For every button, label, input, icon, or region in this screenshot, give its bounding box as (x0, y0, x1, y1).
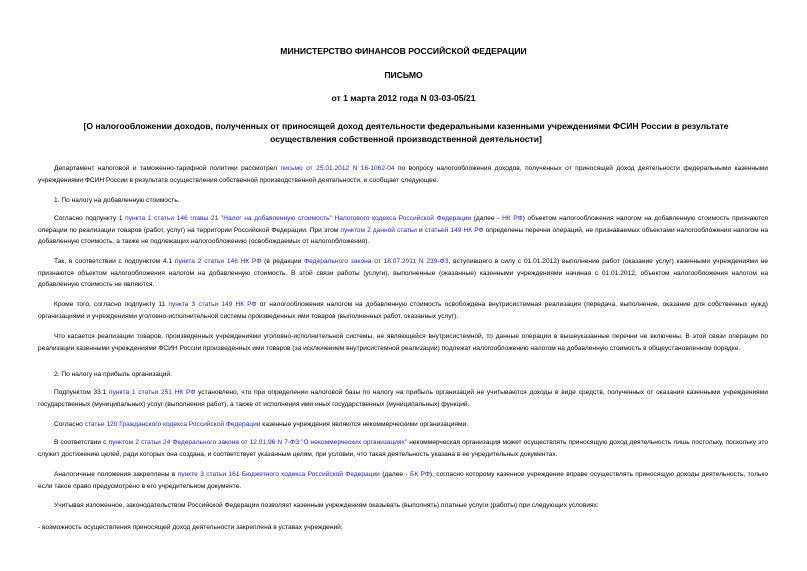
text: Учитывая изложенное, законодательством Российской Федерации позволяет казенным учреждениям оказывать (выполнять) платные услуги (работы) при следующих условиях: (54, 502, 599, 509)
paragraph-conclusion (38, 500, 768, 512)
text: Что касается реализации товаров, произведенных учреждениями уголовно-исполнительной системы, не являющейся внутрисистемной, то данные операции в вышеуказанные перечни не включены. В этой связи операции по реализации казенными учреждениями ФСИН России произведенных ими товаров (за исключением внутрисистемной реализации) подлежат налогообложению налогом на добавленную стоимость в общеустановленном порядке. (38, 333, 768, 352)
text: ) объектом налогообложения налогом на добавленную стоимость признаются операции по реализации товаров (работ, услуг) на территории Российской Федерации. При этом (38, 215, 769, 234)
paragraph-budget-code (38, 469, 768, 492)
paragraph-vat-kazennye (38, 256, 768, 291)
text: (в редакции (261, 258, 305, 265)
paragraph-profit-heading (38, 369, 768, 381)
paragraph-vat-object (38, 213, 768, 248)
article-149-link[interactable]: статьей 149 НК РФ (424, 226, 484, 234)
text: (далее - (379, 471, 410, 478)
text: 1. По налогу на добавленную стоимость. (54, 197, 180, 204)
paragraph-nko-law (38, 437, 768, 460)
text: и (416, 226, 425, 234)
text: В соответствии с (54, 439, 109, 446)
nk-rf-link[interactable]: НК РФ (502, 215, 523, 222)
article-149-clause-3-link[interactable]: пункта 3 статьи 149 НК РФ (168, 301, 257, 308)
text: некоммерческая организация может осуществлять приносящую доход деятельность лишь постольку, поскольку это служит достижению целей, ради которых она создана, и соответствует указанным целям, при условии, что такая деятельность указана в ее учредительных документах. (38, 439, 769, 458)
doc-type-heading: ПИСЬМО (384, 70, 423, 80)
text: Так, в соответствии с подпунктом 4.1 (54, 258, 175, 265)
paragraph-civil-code (38, 419, 768, 431)
article-251-link[interactable]: пункта 1 статьи 251 НК РФ (109, 389, 196, 396)
ministry-heading: МИНИСТЕРСТВО ФИНАНСОВ РОССИЙСКОЙ ФЕДЕРАЦИИ (280, 46, 527, 56)
bk-rf-link[interactable]: БК РФ (410, 471, 430, 478)
text: по вопросу налогообложения доходов, полученных от приносящей доход деятельности федеральными казенными учреждениями ФСИН России в результате осуществления собственной производственной деятельности, и сообщает следующее. (38, 165, 768, 184)
paragraph-intro (38, 163, 768, 186)
clause-2-link[interactable]: пунктом 2 данной статьи (340, 226, 417, 234)
budget-code-161-link[interactable]: пункте 3 статьи 161 Бюджетного кодекса Российской Федерации (177, 471, 380, 478)
text: от налогообложения налогом на добавленную стоимость освобождена внутрисистемная реализация (передача, выполнение, оказание для собственных нужд) организациями и учреждениями уголовно-исполнительной системы произведенных ими товаров (выполненных работ, оказанных услуг). (38, 301, 768, 320)
text: установлено, что при определении налоговой базы по налогу на прибыль организаций не учитываются доходы в виде средств, полученных от оказания казенными учреждениями государственных (муниципальных) услуг (выполнения работ), а также от исполнения ими иных государственных (муниципальных) функций. (38, 389, 768, 408)
date-number-heading: от 1 марта 2012 года N 03-03-05/21 (331, 93, 476, 103)
text: Согласно подпункту 1 (54, 215, 126, 222)
tax-code-article-146-link[interactable]: пункта 1 статьи 146 главы 21 "Налог на добавленную стоимость" Налогового кодекса Российской Федерации (125, 215, 472, 222)
text: Департамент налоговой и таможенно-тарифной политики рассмотрел (54, 165, 281, 172)
article-146-clause-2-link[interactable]: пункта 2 статьи 146 НК РФ (174, 258, 262, 265)
paragraph-profit-251 (38, 387, 768, 410)
text: Согласно (54, 421, 85, 428)
text: (далее - (471, 215, 503, 222)
paragraph-condition-item (38, 522, 768, 534)
text: Подпунктом 33.1 (54, 389, 110, 396)
text: ), согласно которому казенное учреждение вправе осуществлять приносящую доходы деятельность, только если такое право предусмотрено в его учредительном документе. (38, 471, 768, 490)
nko-law-link[interactable]: пунктом 2 статьи 24 Федерального закона от 12.01.96 N 7-ФЗ "О некоммерческих организациях" (108, 439, 408, 446)
federal-law-239-link[interactable]: Федерального закона от 18.07.2011 N 239-ФЗ (304, 258, 449, 265)
text: определены перечни операций, не признаваемых объектами налогообложения налогом на добавленную стоимость, а также не подлежащих налогообложению (освобождаемых от налогообложения). (38, 226, 768, 245)
text: - возможность осуществления приносящей доход деятельности закреплена в уставах учреждений; (38, 524, 343, 531)
subject-heading: [О налогообложении доходов, полученных от приносящей доход деятельности федеральными казенными учреждениями ФСИН России в результате осуществления собственной производственной деятельности] (83, 121, 729, 144)
text: , вступившего в силу с 01.01.2012) выполнение работ (оказание услуг) казенными учреждениями не признаются объектом налогообложения налогом на добавленную стоимость. В этой связи работы (услуги), выполненные (оказанные) казенными учреждениями начиная с 01.01.2012, объектом налогообложения налогом на добавленную стоимость не являются. (38, 258, 768, 288)
text: Кроме того, согласно подпункту 11 (54, 301, 169, 308)
text: казенные учреждения являются некоммерческими организациями. (260, 421, 469, 428)
paragraph-vat-heading (38, 195, 768, 207)
text: 2. По налогу на прибыль организаций. (54, 371, 172, 378)
paragraph-vat-sales (38, 331, 768, 354)
civil-code-120-link[interactable]: статье 120 Гражданского кодекса Российской Федерации (84, 421, 261, 428)
letter-link[interactable]: письмо от 25.01.2012 N 16-1062-04 (280, 165, 395, 172)
paragraph-vat-exemption (38, 299, 768, 322)
text: Аналогичные положения закреплены в (54, 471, 178, 478)
